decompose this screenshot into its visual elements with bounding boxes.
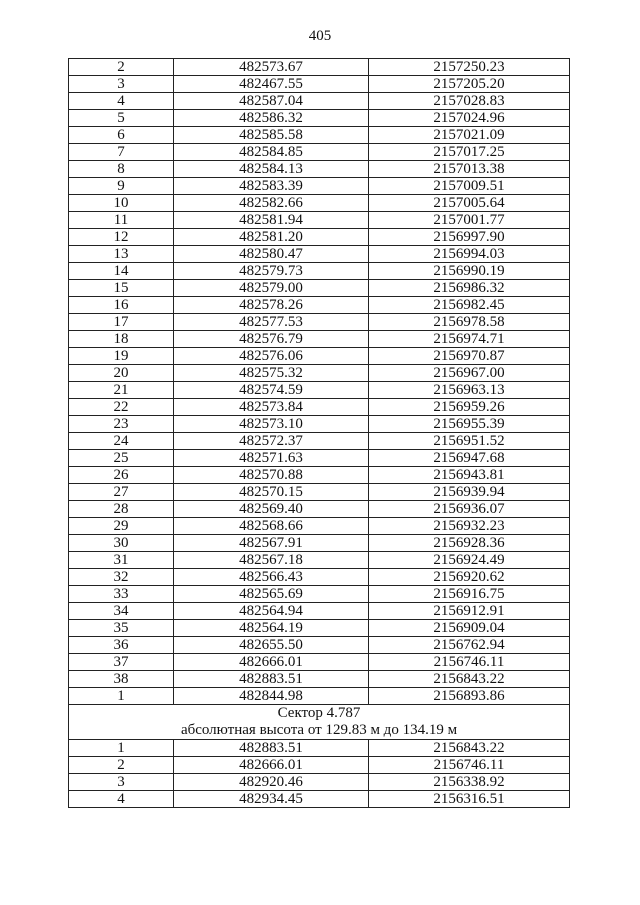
- y-coordinate-cell: 2156746.11: [369, 757, 570, 774]
- point-number-cell: 7: [69, 144, 174, 161]
- x-coordinate-cell: 482576.06: [174, 348, 369, 365]
- point-number-cell: 4: [69, 791, 174, 808]
- table-row: [69, 280, 570, 297]
- table-row: [69, 297, 570, 314]
- y-coordinate-cell: 2156997.90: [369, 229, 570, 246]
- y-coordinate-cell: 2156994.03: [369, 246, 570, 263]
- point-number-cell: 8: [69, 161, 174, 178]
- point-number-cell: 35: [69, 620, 174, 637]
- x-coordinate-cell: 482571.63: [174, 450, 369, 467]
- table-row: [69, 161, 570, 178]
- x-coordinate-cell: 482575.32: [174, 365, 369, 382]
- point-number-cell: 17: [69, 314, 174, 331]
- x-coordinate-cell: 482572.37: [174, 433, 369, 450]
- point-number-cell: 23: [69, 416, 174, 433]
- x-coordinate-cell: 482574.59: [174, 382, 369, 399]
- table-row: [69, 212, 570, 229]
- y-coordinate-cell: 2156912.91: [369, 603, 570, 620]
- point-number-cell: 2: [69, 59, 174, 76]
- x-coordinate-cell: 482576.79: [174, 331, 369, 348]
- table-row: [69, 586, 570, 603]
- table-row: [69, 144, 570, 161]
- point-number-cell: 14: [69, 263, 174, 280]
- point-number-cell: 4: [69, 93, 174, 110]
- y-coordinate-cell: 2156986.32: [369, 280, 570, 297]
- point-number-cell: 9: [69, 178, 174, 195]
- y-coordinate-cell: 2156893.86: [369, 688, 570, 705]
- table-row: [69, 127, 570, 144]
- table-row: [69, 246, 570, 263]
- table-row: [69, 348, 570, 365]
- x-coordinate-cell: 482567.91: [174, 535, 369, 552]
- point-number-cell: 29: [69, 518, 174, 535]
- coordinates-table-body-part2: [69, 740, 570, 808]
- point-number-cell: 38: [69, 671, 174, 688]
- y-coordinate-cell: 2157028.83: [369, 93, 570, 110]
- y-coordinate-cell: 2156939.94: [369, 484, 570, 501]
- x-coordinate-cell: 482934.45: [174, 791, 369, 808]
- point-number-cell: 24: [69, 433, 174, 450]
- x-coordinate-cell: 482569.40: [174, 501, 369, 518]
- x-coordinate-cell: 482883.51: [174, 740, 369, 757]
- table-row: [69, 552, 570, 569]
- x-coordinate-cell: 482573.10: [174, 416, 369, 433]
- y-coordinate-cell: 2156338.92: [369, 774, 570, 791]
- point-number-cell: 3: [69, 76, 174, 93]
- y-coordinate-cell: 2157205.20: [369, 76, 570, 93]
- table-row: [69, 110, 570, 127]
- table-row: [69, 331, 570, 348]
- x-coordinate-cell: 482581.94: [174, 212, 369, 229]
- table-row: [69, 688, 570, 705]
- y-coordinate-cell: 2156967.00: [369, 365, 570, 382]
- y-coordinate-cell: 2157017.25: [369, 144, 570, 161]
- x-coordinate-cell: 482584.13: [174, 161, 369, 178]
- table-row: [69, 93, 570, 110]
- y-coordinate-cell: 2156936.07: [369, 501, 570, 518]
- point-number-cell: 28: [69, 501, 174, 518]
- point-number-cell: 37: [69, 654, 174, 671]
- table-row: [69, 654, 570, 671]
- y-coordinate-cell: 2156978.58: [369, 314, 570, 331]
- table-row: [69, 757, 570, 774]
- table-row: [69, 620, 570, 637]
- table-row: [69, 399, 570, 416]
- y-coordinate-cell: 2156990.19: [369, 263, 570, 280]
- table-row: [69, 740, 570, 757]
- y-coordinate-cell: 2156762.94: [369, 637, 570, 654]
- table-row: [69, 59, 570, 76]
- point-number-cell: 34: [69, 603, 174, 620]
- x-coordinate-cell: 482883.51: [174, 671, 369, 688]
- point-number-cell: 16: [69, 297, 174, 314]
- x-coordinate-cell: 482920.46: [174, 774, 369, 791]
- point-number-cell: 11: [69, 212, 174, 229]
- x-coordinate-cell: 482579.73: [174, 263, 369, 280]
- point-number-cell: 36: [69, 637, 174, 654]
- y-coordinate-cell: 2156746.11: [369, 654, 570, 671]
- sector-title: Сектор 4.787: [277, 705, 361, 721]
- table-row: [69, 637, 570, 654]
- x-coordinate-cell: 482570.15: [174, 484, 369, 501]
- point-number-cell: 21: [69, 382, 174, 399]
- point-number-cell: 10: [69, 195, 174, 212]
- point-number-cell: 12: [69, 229, 174, 246]
- x-coordinate-cell: 482568.66: [174, 518, 369, 535]
- x-coordinate-cell: 482564.94: [174, 603, 369, 620]
- table-row: [69, 484, 570, 501]
- y-coordinate-cell: 2156951.52: [369, 433, 570, 450]
- point-number-cell: 32: [69, 569, 174, 586]
- point-number-cell: 18: [69, 331, 174, 348]
- y-coordinate-cell: 2157021.09: [369, 127, 570, 144]
- y-coordinate-cell: 2156947.68: [369, 450, 570, 467]
- y-coordinate-cell: 2157005.64: [369, 195, 570, 212]
- point-number-cell: 1: [69, 740, 174, 757]
- table-row: [69, 76, 570, 93]
- y-coordinate-cell: 2157024.96: [369, 110, 570, 127]
- x-coordinate-cell: 482587.04: [174, 93, 369, 110]
- table-row: [69, 263, 570, 280]
- table-row: [69, 416, 570, 433]
- sector-header-body: [69, 705, 570, 740]
- y-coordinate-cell: 2156928.36: [369, 535, 570, 552]
- point-number-cell: 30: [69, 535, 174, 552]
- x-coordinate-cell: 482573.67: [174, 59, 369, 76]
- x-coordinate-cell: 482666.01: [174, 757, 369, 774]
- y-coordinate-cell: 2156955.39: [369, 416, 570, 433]
- y-coordinate-cell: 2156974.71: [369, 331, 570, 348]
- x-coordinate-cell: 482467.55: [174, 76, 369, 93]
- x-coordinate-cell: 482584.85: [174, 144, 369, 161]
- coordinates-table-body-part1: [69, 59, 570, 705]
- point-number-cell: 27: [69, 484, 174, 501]
- x-coordinate-cell: 482582.66: [174, 195, 369, 212]
- point-number-cell: 20: [69, 365, 174, 382]
- table-row: [69, 791, 570, 808]
- sector-altitude-range: абсолютная высота от 129.83 м до 134.19 м: [180, 722, 458, 738]
- y-coordinate-cell: 2156963.13: [369, 382, 570, 399]
- y-coordinate-cell: 2157009.51: [369, 178, 570, 195]
- y-coordinate-cell: 2156316.51: [369, 791, 570, 808]
- table-row: [69, 365, 570, 382]
- y-coordinate-cell: 2156920.62: [369, 569, 570, 586]
- sector-header-row: [69, 705, 570, 740]
- x-coordinate-cell: 482586.32: [174, 110, 369, 127]
- point-number-cell: 5: [69, 110, 174, 127]
- x-coordinate-cell: 482573.84: [174, 399, 369, 416]
- table-row: [69, 195, 570, 212]
- y-coordinate-cell: 2157250.23: [369, 59, 570, 76]
- coordinates-table: [68, 58, 570, 808]
- page-number: 405: [308, 28, 332, 44]
- table-row: [69, 433, 570, 450]
- y-coordinate-cell: 2156932.23: [369, 518, 570, 535]
- y-coordinate-cell: 2156970.87: [369, 348, 570, 365]
- x-coordinate-cell: 482570.88: [174, 467, 369, 484]
- table-row: [69, 603, 570, 620]
- point-number-cell: 31: [69, 552, 174, 569]
- x-coordinate-cell: 482580.47: [174, 246, 369, 263]
- table-row: [69, 671, 570, 688]
- sector-header-cell: [69, 705, 570, 740]
- table-row: [69, 382, 570, 399]
- x-coordinate-cell: 482585.58: [174, 127, 369, 144]
- x-coordinate-cell: 482579.00: [174, 280, 369, 297]
- table-row: [69, 450, 570, 467]
- table-row: [69, 774, 570, 791]
- point-number-cell: 15: [69, 280, 174, 297]
- x-coordinate-cell: 482564.19: [174, 620, 369, 637]
- y-coordinate-cell: 2156843.22: [369, 671, 570, 688]
- y-coordinate-cell: 2157001.77: [369, 212, 570, 229]
- x-coordinate-cell: 482581.20: [174, 229, 369, 246]
- y-coordinate-cell: 2156916.75: [369, 586, 570, 603]
- x-coordinate-cell: 482567.18: [174, 552, 369, 569]
- x-coordinate-cell: 482666.01: [174, 654, 369, 671]
- y-coordinate-cell: 2156943.81: [369, 467, 570, 484]
- x-coordinate-cell: 482583.39: [174, 178, 369, 195]
- point-number-cell: 22: [69, 399, 174, 416]
- table-row: [69, 535, 570, 552]
- y-coordinate-cell: 2157013.38: [369, 161, 570, 178]
- point-number-cell: 19: [69, 348, 174, 365]
- point-number-cell: 1: [69, 688, 174, 705]
- point-number-cell: 2: [69, 757, 174, 774]
- point-number-cell: 3: [69, 774, 174, 791]
- point-number-cell: 13: [69, 246, 174, 263]
- y-coordinate-cell: 2156959.26: [369, 399, 570, 416]
- x-coordinate-cell: 482565.69: [174, 586, 369, 603]
- point-number-cell: 6: [69, 127, 174, 144]
- table-row: [69, 569, 570, 586]
- y-coordinate-cell: 2156843.22: [369, 740, 570, 757]
- table-row: [69, 467, 570, 484]
- point-number-cell: 33: [69, 586, 174, 603]
- table-row: [69, 229, 570, 246]
- y-coordinate-cell: 2156909.04: [369, 620, 570, 637]
- table-row: [69, 518, 570, 535]
- point-number-cell: 25: [69, 450, 174, 467]
- table-row: [69, 501, 570, 518]
- y-coordinate-cell: 2156924.49: [369, 552, 570, 569]
- y-coordinate-cell: 2156982.45: [369, 297, 570, 314]
- x-coordinate-cell: 482844.98: [174, 688, 369, 705]
- x-coordinate-cell: 482655.50: [174, 637, 369, 654]
- point-number-cell: 26: [69, 467, 174, 484]
- table-row: [69, 314, 570, 331]
- x-coordinate-cell: 482578.26: [174, 297, 369, 314]
- table-row: [69, 178, 570, 195]
- x-coordinate-cell: 482566.43: [174, 569, 369, 586]
- x-coordinate-cell: 482577.53: [174, 314, 369, 331]
